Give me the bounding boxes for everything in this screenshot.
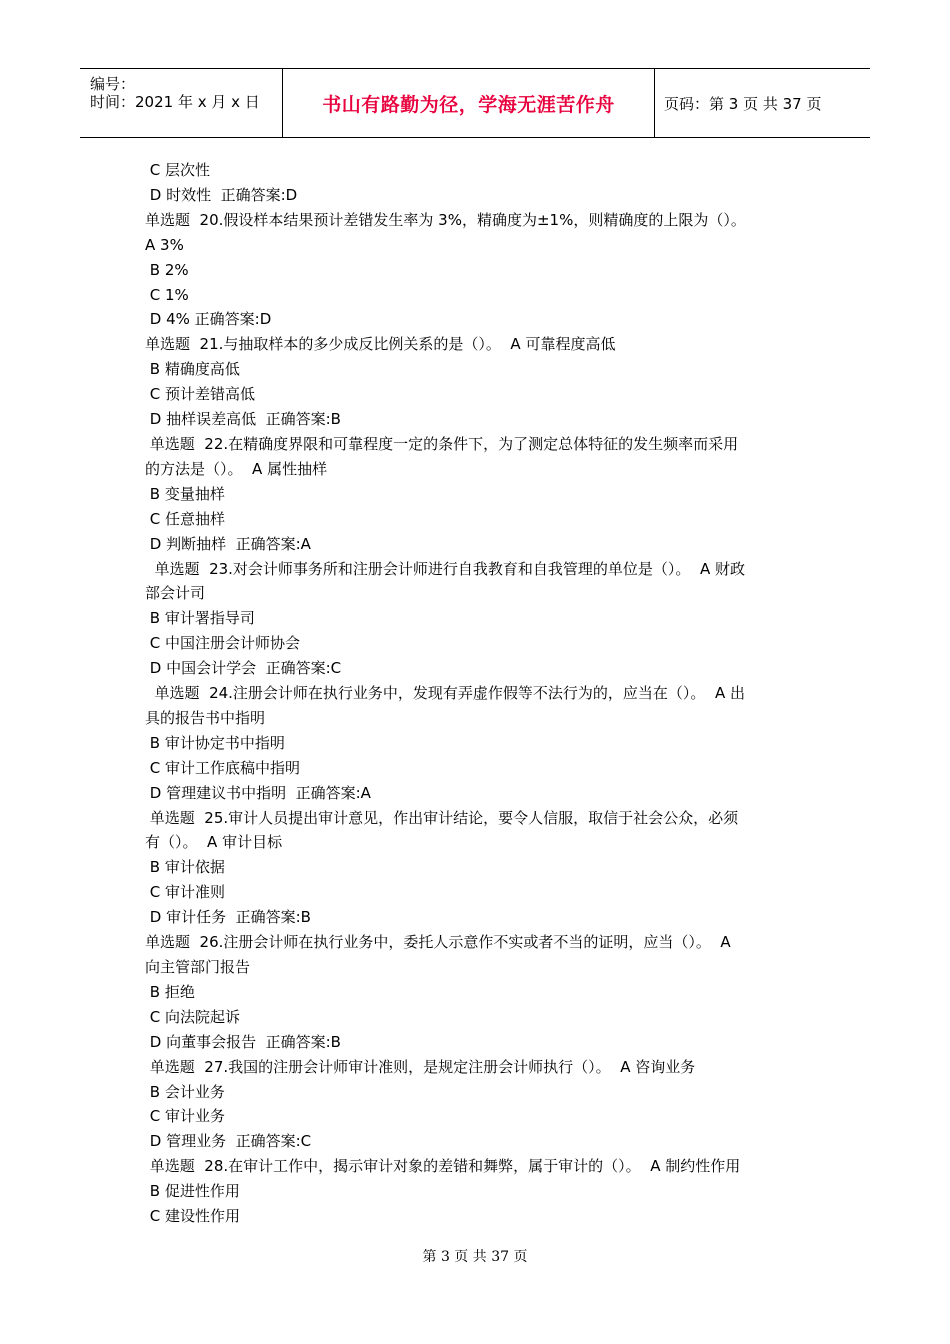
text-line: 单选题 20.假设样本结果预计差错发生率为 3%，精确度为±1%，则精确度的上限为（）。 <box>145 210 746 229</box>
header-page-cell <box>655 69 870 137</box>
text-line: B 精确度高低 <box>145 360 240 379</box>
header-meta-cell <box>80 69 283 137</box>
text-line: B 审计署指导司 <box>145 609 255 628</box>
text-line: C 层次性 <box>145 161 211 179</box>
text-line: D 管理建议书中指明 正确答案:A <box>145 783 371 802</box>
text-line: D 审计任务 正确答案:B <box>145 908 311 927</box>
text-line: D 时效性 正确答案:D <box>145 185 298 204</box>
text-line: 的方法是（）。 A 属性抽样 <box>145 459 328 478</box>
text-line: 单选题 27.我国的注册会计师审计准则，是规定注册会计师执行（）。 A 咨询业务 <box>145 1057 696 1076</box>
document-time-label: 时间：2021 年 x 月 x 日 <box>90 93 260 111</box>
text-line: 单选题 28.在审计工作中，揭示审计对象的差错和舞弊，属于审计的（）。 A 制约性作用 <box>145 1157 741 1176</box>
text-line: 单选题 26.注册会计师在执行业务中，委托人示意作不实或者不当的证明，应当（）。 A <box>145 933 731 952</box>
text-line: 单选题 25.审计人员提出审计意见，作出审计结论，要令人信服，取信于社会公众，必须 <box>145 808 739 827</box>
text-line: B 变量抽样 <box>145 484 225 503</box>
text-line: D 管理业务 正确答案:C <box>145 1132 312 1151</box>
text-line: D 向董事会报告 正确答案:B <box>145 1032 341 1051</box>
text-line: 向主管部门报告 <box>145 958 251 976</box>
header-page-label: 页码：第 3 页 共 37 页 <box>664 94 822 113</box>
document-number-label: 编号： <box>90 75 136 93</box>
text-line: D 判断抽样 正确答案:A <box>145 534 311 553</box>
text-line: A 3% <box>145 235 184 254</box>
text-line: C 1% <box>145 285 189 304</box>
page-footer: 第 3 页 共 37 页 <box>422 1249 528 1265</box>
text-line: B 审计依据 <box>145 858 225 877</box>
text-line: D 4% 正确答案:D <box>145 310 272 329</box>
text-line: 单选题 23.对会计师事务所和注册会计师进行自我教育和自我管理的单位是（）。 A 财政 <box>145 559 745 578</box>
text-line: C 预计差错高低 <box>145 385 256 404</box>
text-line: C 审计准则 <box>145 883 226 902</box>
text-line: B 促进性作用 <box>145 1182 240 1201</box>
text-line: C 审计工作底稿中指明 <box>145 758 301 777</box>
text-line: 单选题 24.注册会计师在执行业务中，发现有弄虚作假等不法行为的，应当在（）。 A 出 <box>145 684 745 703</box>
text-line: C 建设性作用 <box>145 1207 241 1226</box>
header-motto: 书山有路勤为径，学海无涯苦作舟 <box>322 93 615 116</box>
text-line: 单选题 21.与抽取样本的多少成反比例关系的是（）。 A 可靠程度高低 <box>145 335 616 354</box>
page-header <box>80 68 870 138</box>
text-line: C 向法院起诉 <box>145 1007 241 1026</box>
text-line: 单选题 22.在精确度界限和可靠程度一定的条件下，为了测定总体特征的发生频率而采用 <box>145 434 739 453</box>
text-line: 部会计司 <box>145 584 206 603</box>
text-line: D 抽样误差高低 正确答案:B <box>145 410 341 429</box>
text-line: B 拒绝 <box>145 982 195 1001</box>
question-content <box>145 158 815 1229</box>
text-line: D 中国会计学会 正确答案:C <box>145 659 342 678</box>
text-line: C 审计业务 <box>145 1107 226 1126</box>
text-line: B 会计业务 <box>145 1082 225 1101</box>
text-line: 有（）。 A 审计目标 <box>145 833 283 852</box>
text-line: 具的报告书中指明 <box>145 708 266 727</box>
header-motto-cell <box>283 69 655 137</box>
text-line: C 任意抽样 <box>145 509 226 528</box>
text-line: C 中国注册会计师协会 <box>145 634 301 653</box>
text-line: B 审计协定书中指明 <box>145 733 285 752</box>
text-line: B 2% <box>145 260 189 279</box>
